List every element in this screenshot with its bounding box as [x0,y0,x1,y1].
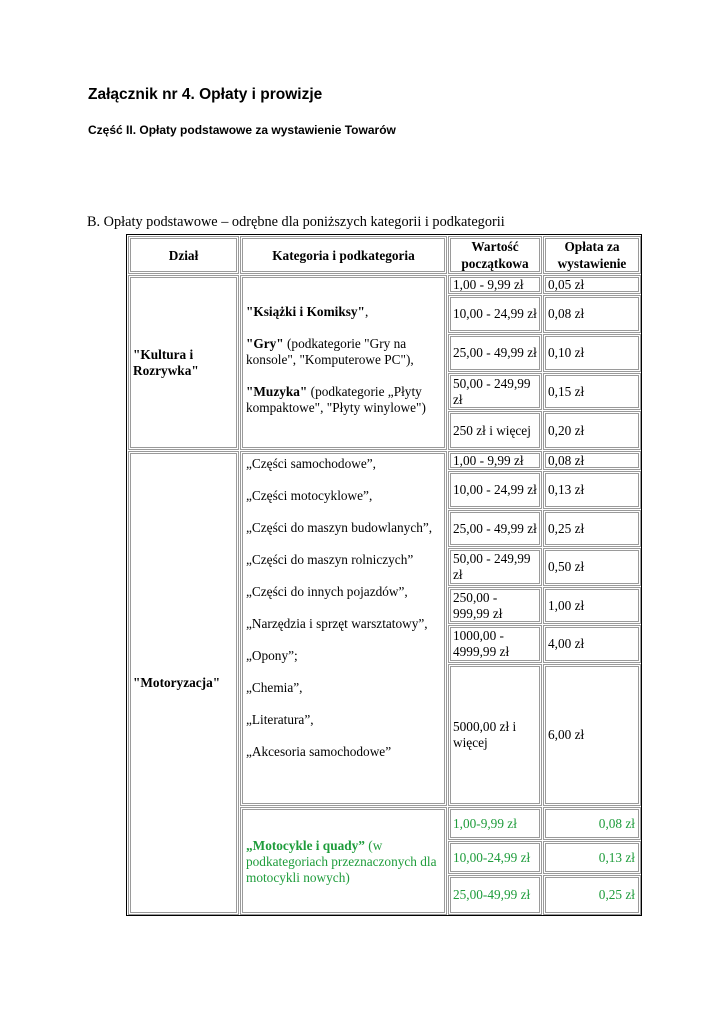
header-wartosc: Wartość początkowa [448,236,542,274]
value-cell: 50,00 - 249,99 zł [448,373,542,410]
category-item: „Akcesoria samochodowe” [246,744,392,759]
category-item: "Książki i Komiksy", [246,304,369,319]
category-item: „Narzędzia i sprzęt warsztatowy”, [246,616,428,631]
fee-cell: 0,13 zł [543,841,641,874]
value-cell: 250,00 - 999,99 zł [448,587,542,624]
kategoria-motocykle [240,807,447,915]
kategoria-kultura [240,275,447,450]
fee-cell: 0,08 zł [543,807,641,840]
category-item: „Części samochodowe”, [246,456,376,471]
category-item: „Części do maszyn budowlanych”, [246,520,433,535]
fees-table [126,234,642,916]
fee-cell: 0,10 zł [543,334,641,372]
fee-cell: 0,08 zł [543,295,641,333]
dzial-motoryzacja-label: "Motoryzacja" [133,675,221,690]
value-cell: 250 zł i więcej [448,411,542,450]
value-cell: 1000,00 - 4999,99 zł [448,625,542,663]
dzial-kultura [128,275,239,450]
fee-cell: 6,00 zł [543,664,641,806]
value-cell: 25,00 - 49,99 zł [448,334,542,372]
value-cell: 50,00 - 249,99 zł [448,548,542,586]
header-dzial: Dział [128,236,239,274]
fee-cell: 0,25 zł [543,510,641,547]
header-kategoria: Kategoria i podkategoria [240,236,447,274]
fee-cell: 0,25 zł [543,875,641,915]
category-item: „Części motocyklowe”, [246,488,373,503]
value-cell: 5000,00 zł i więcej [448,664,542,806]
fee-cell: 0,15 zł [543,373,641,410]
fee-cell: 0,08 zł [543,451,641,470]
category-item: „Motocykle i quady” (w podkategoriach przeznaczonych dla motocykli nowych) [246,838,437,885]
fee-cell: 0,13 zł [543,471,641,509]
document-title: Załącznik nr 4. Opłaty i prowizje [88,86,323,103]
category-item: „Literatura”, [246,712,314,727]
fee-cell: 1,00 zł [543,587,641,624]
dzial-motoryzacja [128,451,239,915]
category-item: "Gry" (podkategorie "Gry na konsole", "Komputerowe PC"), [246,336,414,367]
value-cell: 1,00 - 9,99 zł [448,275,542,294]
category-item: „Części do innych pojazdów”, [246,584,408,599]
value-cell: 1,00 - 9,99 zł [448,451,542,470]
document-subtitle: Część II. Opłaty podstawowe za wystawienie Towarów [88,123,396,137]
fee-cell: 0,05 zł [543,275,641,294]
section-intro: B. Opłaty podstawowe – odrębne dla poniższych kategorii i podkategorii [87,214,505,230]
kategoria-motoryzacja [240,451,447,806]
value-cell: 10,00 - 24,99 zł [448,295,542,333]
category-item: „Chemia”, [246,680,303,695]
category-item: „Opony”; [246,648,298,663]
value-cell: 10,00 - 24,99 zł [448,471,542,509]
header-oplata: Opłata za wystawienie [543,236,641,274]
value-cell: 25,00 - 49,99 zł [448,510,542,547]
dzial-kultura-label: "Kultura i Rozrywka" [133,346,199,378]
value-cell: 1,00-9,99 zł [448,807,542,840]
fee-cell: 4,00 zł [543,625,641,663]
category-item: „Części do maszyn rolniczych” [246,552,414,567]
value-cell: 10,00-24,99 zł [448,841,542,874]
fee-cell: 0,50 zł [543,548,641,586]
value-cell: 25,00-49,99 zł [448,875,542,915]
category-item: "Muzyka" (podkategorie „Płyty kompaktowe", "Płyty winylowe") [246,384,426,415]
fee-cell: 0,20 zł [543,411,641,450]
